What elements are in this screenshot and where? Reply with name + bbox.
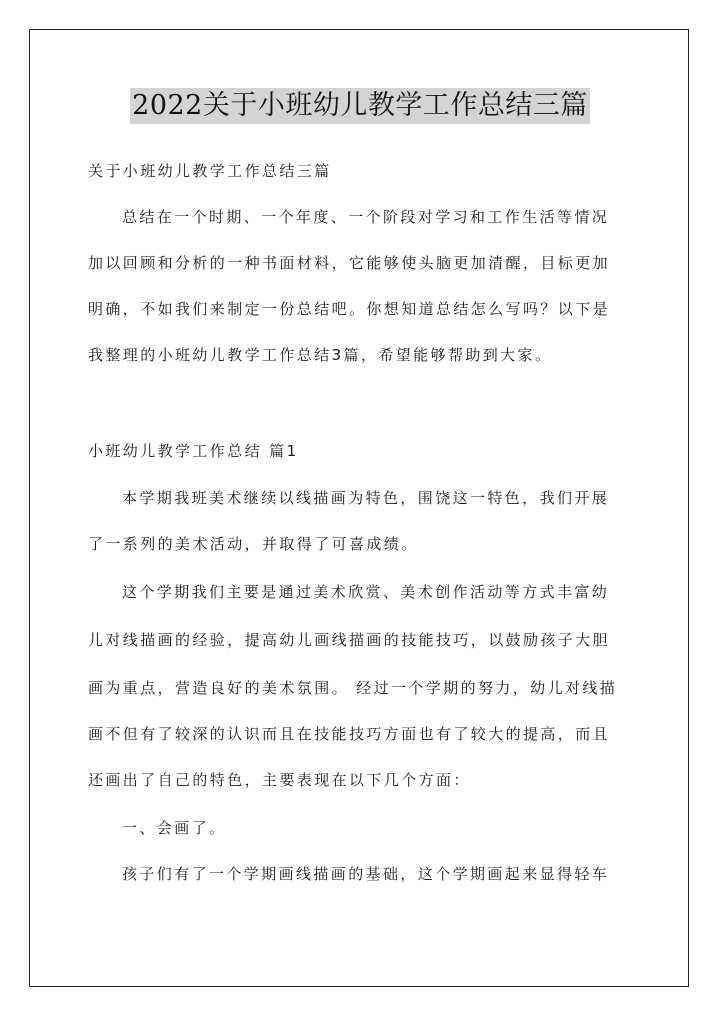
intro-line-2: 加以回顾和分析的一种书面材料，它能够使头脑更加清醒，目标更加 <box>88 254 611 272</box>
section1-para2-line-3: 画为重点，营造良好的美术氛围。 经过一个学期的努力，幼儿对线描 <box>88 679 618 697</box>
intro-line-1: 总结在一个时期、一个年度、一个阶段对学习和工作生活等情况 <box>122 208 610 226</box>
point1-para-line-1: 孩子们有了一个学期画线描画的基础，这个学期画起来显得轻车 <box>122 865 610 883</box>
title-wrap <box>0 88 720 124</box>
point1-heading: 一、会画了。 <box>122 819 227 837</box>
section1-para1-line-1: 本学期我班美术继续以线描画为特色，围饶这一特色，我们开展 <box>122 489 610 507</box>
document-subtitle: 关于小班幼儿教学工作总结三篇 <box>88 162 332 180</box>
section1-heading: 小班幼儿教学工作总结 篇1 <box>88 442 299 460</box>
section1-para2-line-2: 儿对线描画的经验，提高幼儿画线描画的技能技巧，以鼓励孩子大胆 <box>88 631 611 649</box>
section1-para1-line-2: 了一系列的美术活动，并取得了可喜成绩。 <box>88 535 419 553</box>
intro-line-3: 明确，不如我们来制定一份总结吧。你想知道总结怎么写吗？以下是 <box>88 300 611 318</box>
document-title: 2022关于小班幼儿教学工作总结三篇 <box>130 88 590 124</box>
section1-para2-line-1: 这个学期我们主要是通过美术欣赏、美术创作活动等方式丰富幼 <box>122 583 610 601</box>
section1-para2-line-4: 画不但有了较深的认识而且在技能技巧方面也有了较大的提高，而且 <box>88 725 611 743</box>
intro-line-4: 我整理的小班幼儿教学工作总结3篇，希望能够帮助到大家。 <box>88 346 553 364</box>
section1-para2-line-5: 还画出了自己的特色，主要表现在以下几个方面： <box>88 771 471 789</box>
